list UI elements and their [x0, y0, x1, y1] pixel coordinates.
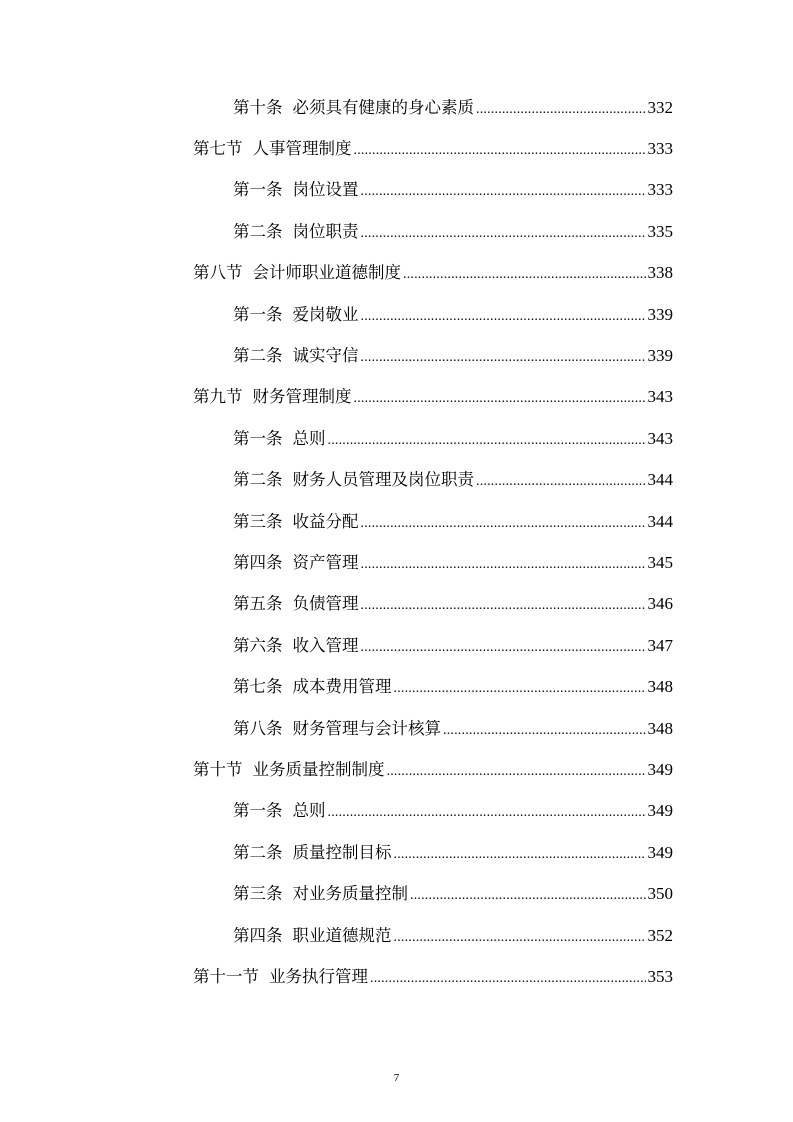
- toc-entry[interactable]: [0, 88, 793, 129]
- toc-entry-page: 333: [647, 139, 673, 159]
- toc-entry-title: 收益分配: [292, 511, 359, 531]
- toc-leader-dots: [361, 223, 646, 245]
- toc-entry-page: 338: [647, 263, 673, 283]
- toc-entry-number: 第一条: [233, 180, 283, 200]
- toc-entry-number: 第七条: [233, 677, 283, 697]
- toc-leader-dots: [394, 678, 646, 700]
- toc-entry-page: 339: [647, 346, 673, 366]
- toc-entry-number: 第七节: [193, 139, 243, 159]
- toc-leader-dots: [361, 554, 646, 576]
- toc-entry-page: 345: [647, 552, 673, 572]
- toc-entry-number: 第五条: [233, 594, 283, 614]
- toc-entry[interactable]: [0, 543, 793, 584]
- toc-entry[interactable]: [0, 419, 793, 460]
- toc-entry[interactable]: [0, 957, 793, 998]
- toc-leader-dots: [361, 306, 646, 328]
- toc-leader-dots: [394, 927, 646, 949]
- toc-entry-title: 财务管理与会计核算: [292, 718, 441, 738]
- toc-entry[interactable]: [0, 626, 793, 667]
- toc-entry[interactable]: [0, 254, 793, 295]
- toc-leader-dots: [387, 761, 646, 783]
- toc-entry-number: 第一条: [233, 428, 283, 448]
- toc-entry-number: 第三条: [233, 511, 283, 531]
- toc-entry[interactable]: [0, 171, 793, 212]
- toc-entry-number: 第四条: [233, 925, 283, 945]
- toc-leader-dots: [443, 720, 646, 742]
- toc-leader-dots: [476, 99, 646, 121]
- toc-entry[interactable]: [0, 833, 793, 874]
- toc-entry-page: 348: [647, 677, 673, 697]
- toc-entry-title: 财务人员管理及岗位职责: [292, 470, 474, 490]
- toc-leader-dots: [361, 595, 646, 617]
- toc-leader-dots: [410, 885, 646, 907]
- toc-entry-title: 质量控制目标: [292, 842, 392, 862]
- toc-entry[interactable]: [0, 129, 793, 170]
- toc-entry-title: 岗位设置: [292, 180, 359, 200]
- toc-entry-title: 人事管理制度: [252, 139, 352, 159]
- toc-entry-title: 收入管理: [292, 635, 359, 655]
- toc-leader-dots: [361, 347, 646, 369]
- toc-entry-title: 对业务质量控制: [292, 884, 408, 904]
- toc-entry-number: 第八条: [233, 718, 283, 738]
- toc-entry[interactable]: [0, 667, 793, 708]
- toc-entry[interactable]: [0, 295, 793, 336]
- toc-entry-page: 349: [647, 759, 673, 779]
- toc-entry-title: 成本费用管理: [292, 677, 392, 697]
- toc-leader-dots: [370, 968, 646, 990]
- toc-entry[interactable]: [0, 336, 793, 377]
- toc-entry-number: 第九节: [193, 387, 243, 407]
- toc-entry-page: 346: [647, 594, 673, 614]
- toc-entry-title: 爱岗敬业: [292, 304, 359, 324]
- toc-entry-page: 348: [647, 718, 673, 738]
- toc-entry-title: 总则: [292, 801, 326, 821]
- toc-entry-number: 第十节: [193, 759, 243, 779]
- toc-entry-title: 诚实守信: [292, 346, 359, 366]
- toc-entry-number: 第一条: [233, 801, 283, 821]
- toc-entry-title: 必须具有健康的身心素质: [292, 97, 474, 117]
- toc-entry-page: 347: [647, 635, 673, 655]
- toc-entry-title: 总则: [292, 428, 326, 448]
- toc-entry[interactable]: [0, 792, 793, 833]
- toc-entry-number: 第二条: [233, 346, 283, 366]
- toc-entry-title: 岗位职责: [292, 221, 359, 241]
- toc-entry[interactable]: [0, 750, 793, 791]
- toc-entry-number: 第八节: [193, 263, 243, 283]
- toc-entry[interactable]: [0, 212, 793, 253]
- toc-entry-page: 352: [647, 925, 673, 945]
- toc-entry-number: 第四条: [233, 552, 283, 572]
- toc-entry-number: 第十条: [233, 97, 283, 117]
- toc-entry-number: 第二条: [233, 221, 283, 241]
- toc-leader-dots: [361, 181, 646, 203]
- toc-leader-dots: [354, 140, 646, 162]
- toc-entry-title: 负债管理: [292, 594, 359, 614]
- toc-entry-number: 第二条: [233, 470, 283, 490]
- toc-entry-title: 资产管理: [292, 552, 359, 572]
- toc-leader-dots: [328, 802, 646, 824]
- toc-leader-dots: [354, 388, 646, 410]
- toc-entry-title: 业务执行管理: [269, 966, 368, 986]
- page-number: 7: [393, 1072, 400, 1084]
- toc-entry-page: 343: [647, 387, 673, 407]
- toc-entry-page: 343: [647, 428, 673, 448]
- toc-entry[interactable]: [0, 461, 793, 502]
- toc-entry-title: 业务质量控制制度: [252, 759, 385, 779]
- toc-entry-page: 350: [647, 884, 673, 904]
- toc-entry-number: 第二条: [233, 842, 283, 862]
- toc-entry-page: 344: [647, 470, 673, 490]
- toc-leader-dots: [476, 471, 646, 493]
- toc-leader-dots: [361, 513, 646, 535]
- toc-entry-page: 349: [647, 842, 673, 862]
- toc-entry-title: 会计师职业道德制度: [252, 263, 401, 283]
- toc-entry-title: 财务管理制度: [252, 387, 352, 407]
- toc-entry[interactable]: [0, 709, 793, 750]
- toc-entry-title: 职业道德规范: [292, 925, 392, 945]
- toc-entry-number: 第三条: [233, 884, 283, 904]
- toc-entry-number: 第十一节: [193, 966, 259, 986]
- toc-leader-dots: [328, 430, 646, 452]
- toc-entry-page: 339: [647, 304, 673, 324]
- toc-entry-page: 333: [647, 180, 673, 200]
- toc-entry-page: 332: [647, 97, 673, 117]
- toc-entry[interactable]: [0, 916, 793, 957]
- toc-entry-page: 344: [647, 511, 673, 531]
- toc-entry[interactable]: [0, 874, 793, 915]
- toc-entry[interactable]: [0, 378, 793, 419]
- toc-entry[interactable]: [0, 502, 793, 543]
- toc-entry[interactable]: [0, 585, 793, 626]
- toc-leader-dots: [403, 264, 646, 286]
- toc-entry-number: 第六条: [233, 635, 283, 655]
- toc-leader-dots: [361, 637, 646, 659]
- toc-entry-number: 第一条: [233, 304, 283, 324]
- table-of-contents: [0, 88, 793, 999]
- toc-leader-dots: [394, 844, 646, 866]
- toc-entry-page: 349: [647, 801, 673, 821]
- toc-entry-page: 335: [647, 221, 673, 241]
- toc-entry-page: 353: [647, 966, 673, 986]
